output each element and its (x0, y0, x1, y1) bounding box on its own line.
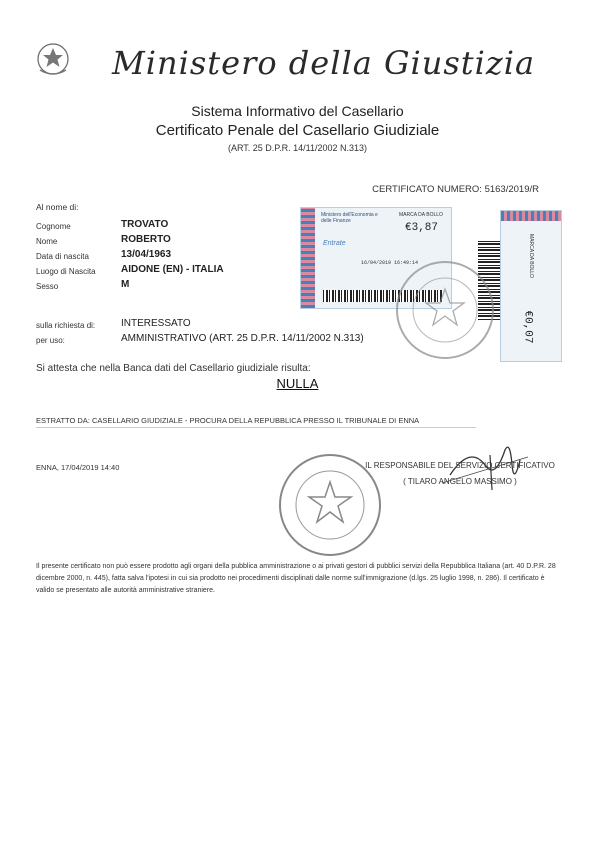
footer-note: Il presente certificato non può essere prodotto agli organi della pubblica amministrazione o ai privati gestori di pubblici servizi della Repubblica Italiana (art. 40 D.P.R. 28 dicembre 2000, n. 445), fatta salva l'ipotesi in cui sia prodotto nei procedimenti disciplinati dalle norme sull'immigrazione (d.lgs. 25 luglio 1998, n. 286). Il certificato è valido se presentato alle autorità amministrative straniere. (36, 563, 556, 594)
separator-line (36, 427, 476, 428)
responsible-name: ( TILARO ANGELO MASSIMO ) (403, 477, 517, 486)
request-label: sulla richiesta di: (36, 321, 96, 330)
stamp-agency: Entrate (323, 240, 346, 247)
stamp-label: MARCA DA BOLLO (528, 234, 534, 278)
signature-icon (440, 435, 530, 495)
surname-value: TROVATO (121, 219, 169, 230)
name-label: Nome (36, 237, 58, 246)
name-value: ROBERTO (121, 234, 171, 245)
sex-label: Sesso (36, 282, 59, 291)
italian-republic-emblem (36, 40, 70, 78)
request-value: INTERESSATO (121, 318, 191, 329)
place-date: ENNA, 17/04/2019 14:40 (36, 463, 120, 472)
result-value: NULLA (276, 376, 319, 391)
surname-label: Cognome (36, 222, 71, 231)
stamp-issuer: Ministero dell'Economia e delle Finanze (321, 212, 378, 224)
birthdate-label: Data di nascita (36, 252, 89, 261)
birthplace-value: AIDONE (EN) - ITALIA (121, 264, 224, 275)
revenue-stamp-2 (500, 210, 562, 362)
stamp-label: MARCA DA BOLLO (399, 212, 443, 218)
stamp-security-band (501, 211, 561, 221)
stamp-amount: €0,07 (521, 310, 534, 344)
extract-source: ESTRATTO DA: CASELLARIO GIUDIZIALE - PROCURA DELLA REPUBBLICA PRESSO IL TRIBUNALE DI ENNA (36, 416, 420, 425)
birthplace-label: Luogo di Nascita (36, 267, 96, 276)
stamp-security-band (301, 208, 315, 308)
birthdate-value: 13/04/1963 (121, 249, 172, 260)
stamp-date: 16/04/2019 16:49:14 (361, 260, 419, 266)
attestation-text: Si attesta che nella Banca dati del Casellario giudiziale risulta: (36, 363, 311, 374)
responsible-title: IL RESPONSABILE DEL SERVIZIO CERTIFICATIVO (365, 461, 555, 470)
result-text (0, 376, 595, 391)
official-seal-icon (275, 450, 385, 560)
system-title: Sistema Informativo del Casellario (191, 103, 404, 119)
subject-intro: Al nome di: (36, 202, 79, 212)
sex-value: M (121, 279, 130, 290)
certificate-title: Certificato Penale del Casellario Giudiziale (155, 122, 440, 139)
certificate-number: CERTIFICATO NUMERO: 5163/2019/R (372, 184, 539, 195)
stamp-amount: €3,87 (405, 222, 439, 234)
use-value: AMMINISTRATIVO (ART. 25 D.P.R. 14/11/2002 N.313) (121, 333, 364, 344)
ministry-title: Ministero della Giustizia (112, 44, 536, 82)
use-label: per uso: (36, 336, 65, 345)
legal-reference: (ART. 25 D.P.R. 14/11/2002 N.313) (227, 143, 368, 153)
upper-seal-icon (390, 255, 500, 365)
